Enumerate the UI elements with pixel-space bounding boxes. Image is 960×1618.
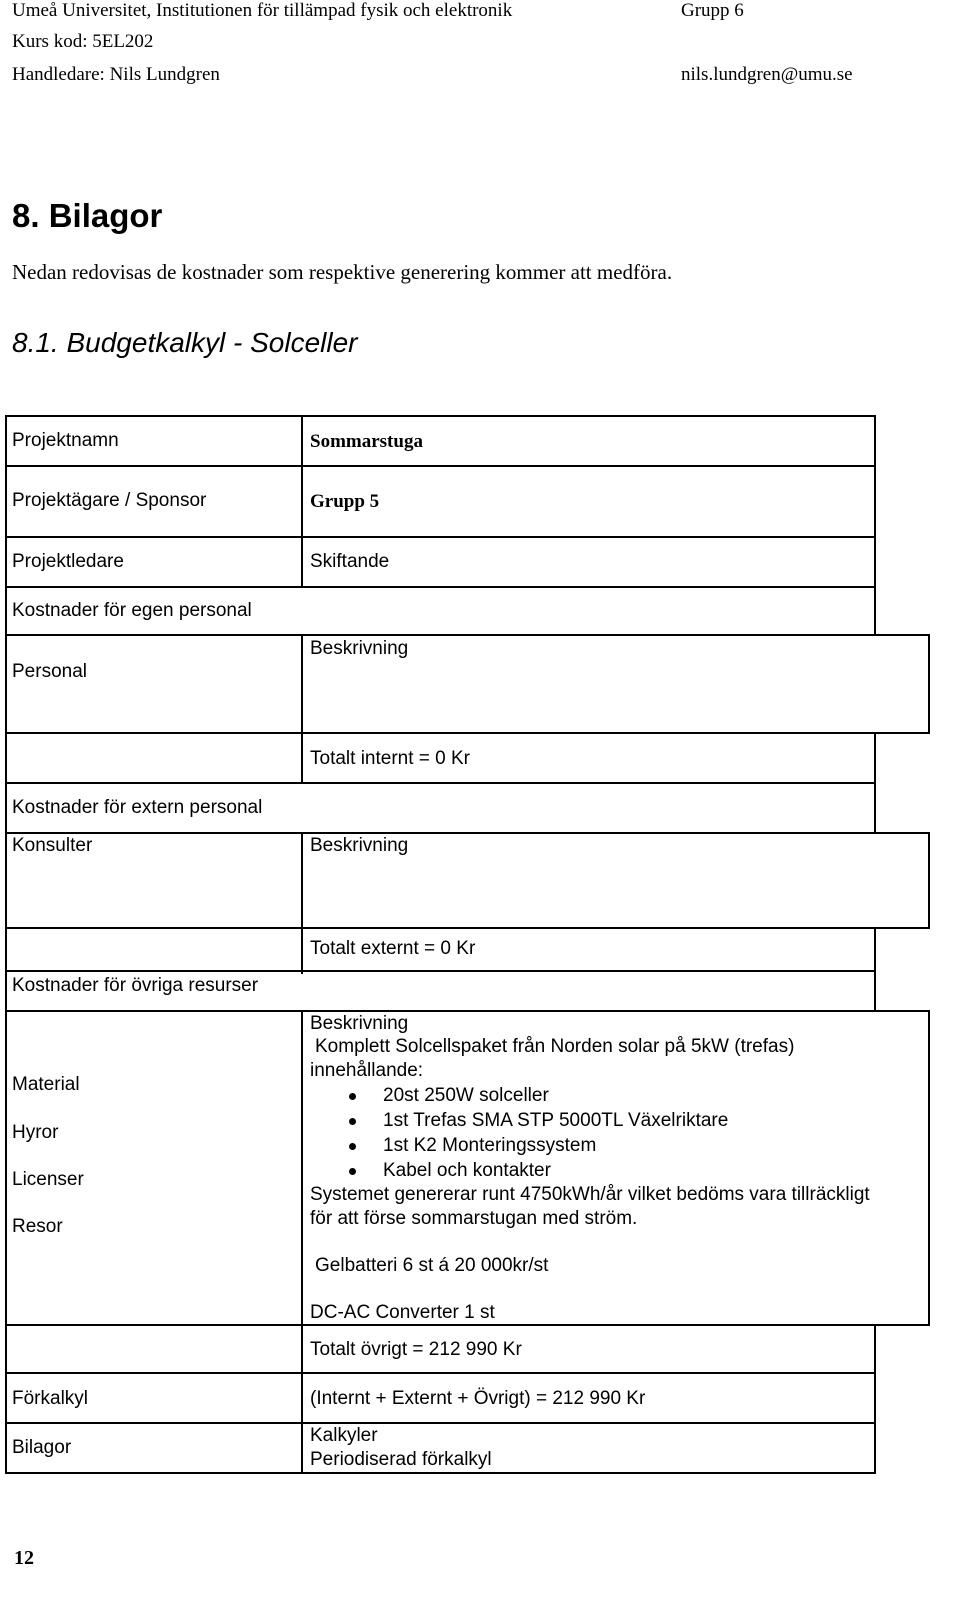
other-description-label: Beskrivning: [310, 1013, 409, 1034]
appendix-item: Kalkyler: [310, 1425, 378, 1446]
header-email: nils.lundgren@umu.se: [681, 64, 853, 85]
section-intro: Nedan redovisas de kostnader som respektive generering kommer att medföra.: [12, 260, 673, 284]
lead-label: Projektledare: [12, 551, 124, 572]
other-total: Totalt övrigt = 212 990 Kr: [310, 1339, 522, 1360]
header-course: Kurs kod: 5EL202: [12, 31, 154, 52]
bullet-icon: [349, 1168, 356, 1175]
external-heading: Kostnader för extern personal: [12, 797, 263, 818]
summary-line-1: Systemet genererar runt 4750kWh/år vilket bedöms vara tillräckligt: [310, 1184, 870, 1205]
internal-personal-label: Personal: [12, 661, 87, 682]
other-label-rent: Hyror: [12, 1122, 59, 1143]
project-name-value: Sommarstuga: [310, 431, 423, 452]
appendix-label: Bilagor: [12, 1437, 72, 1458]
internal-total: Totalt internt = 0 Kr: [310, 748, 470, 769]
internal-heading: Kostnader för egen personal: [12, 600, 252, 621]
external-description-label: Beskrivning: [310, 835, 409, 856]
package-item: 1st Trefas SMA STP 5000TL Växelriktare: [383, 1110, 729, 1131]
row-project-name: [5, 415, 876, 467]
package-item: 1st K2 Monteringssystem: [383, 1135, 597, 1156]
bullet-icon: [349, 1093, 356, 1100]
other-label-material: Material: [12, 1074, 80, 1095]
section-title: 8. Bilagor: [12, 197, 163, 234]
battery-line: Gelbatteri 6 st á 20 000kr/st: [315, 1255, 549, 1276]
package-line-1: Komplett Solcellspaket från Norden solar på 5kW (trefas): [315, 1036, 795, 1057]
forecast-value: (Internt + Externt + Övrigt) = 212 990 Kr: [310, 1388, 646, 1409]
bullet-icon: [349, 1143, 356, 1150]
internal-description-label: Beskrivning: [310, 638, 409, 659]
converter-line: DC-AC Converter 1 st: [310, 1302, 495, 1323]
forecast-label: Förkalkyl: [12, 1388, 89, 1409]
header-university: Umeå Universitet, Institutionen för tillämpad fysik och elektronik: [12, 0, 513, 21]
row-external-consultants: [5, 832, 930, 929]
owner-value: Grupp 5: [310, 491, 380, 512]
package-item: 20st 250W solceller: [383, 1085, 549, 1106]
row-internal-personal: [5, 634, 930, 734]
header-supervisor: Handledare: Nils Lundgren: [12, 64, 220, 85]
owner-label: Projektägare / Sponsor: [12, 490, 207, 511]
other-label-travel: Resor: [12, 1216, 63, 1237]
other-heading: Kostnader för övriga resurser: [12, 975, 259, 996]
section-subtitle: 8.1. Budgetkalkyl - Solceller: [12, 327, 358, 358]
project-name-label: Projektnamn: [12, 430, 119, 451]
lead-value: Skiftande: [310, 551, 390, 572]
header-group: Grupp 6: [681, 0, 744, 21]
row-lead: [5, 536, 876, 588]
external-total: Totalt externt = 0 Kr: [310, 938, 476, 959]
appendix-item: Periodiserad förkalkyl: [310, 1449, 492, 1470]
summary-line-2: för att förse sommarstugan med ström.: [310, 1208, 638, 1229]
bullet-icon: [349, 1118, 356, 1125]
other-label-licenses: Licenser: [12, 1169, 84, 1190]
package-item: Kabel och kontakter: [383, 1160, 551, 1181]
external-consultants-label: Konsulter: [12, 835, 93, 856]
page-number: 12: [14, 1547, 34, 1569]
package-line-2: innehållande:: [310, 1060, 424, 1081]
